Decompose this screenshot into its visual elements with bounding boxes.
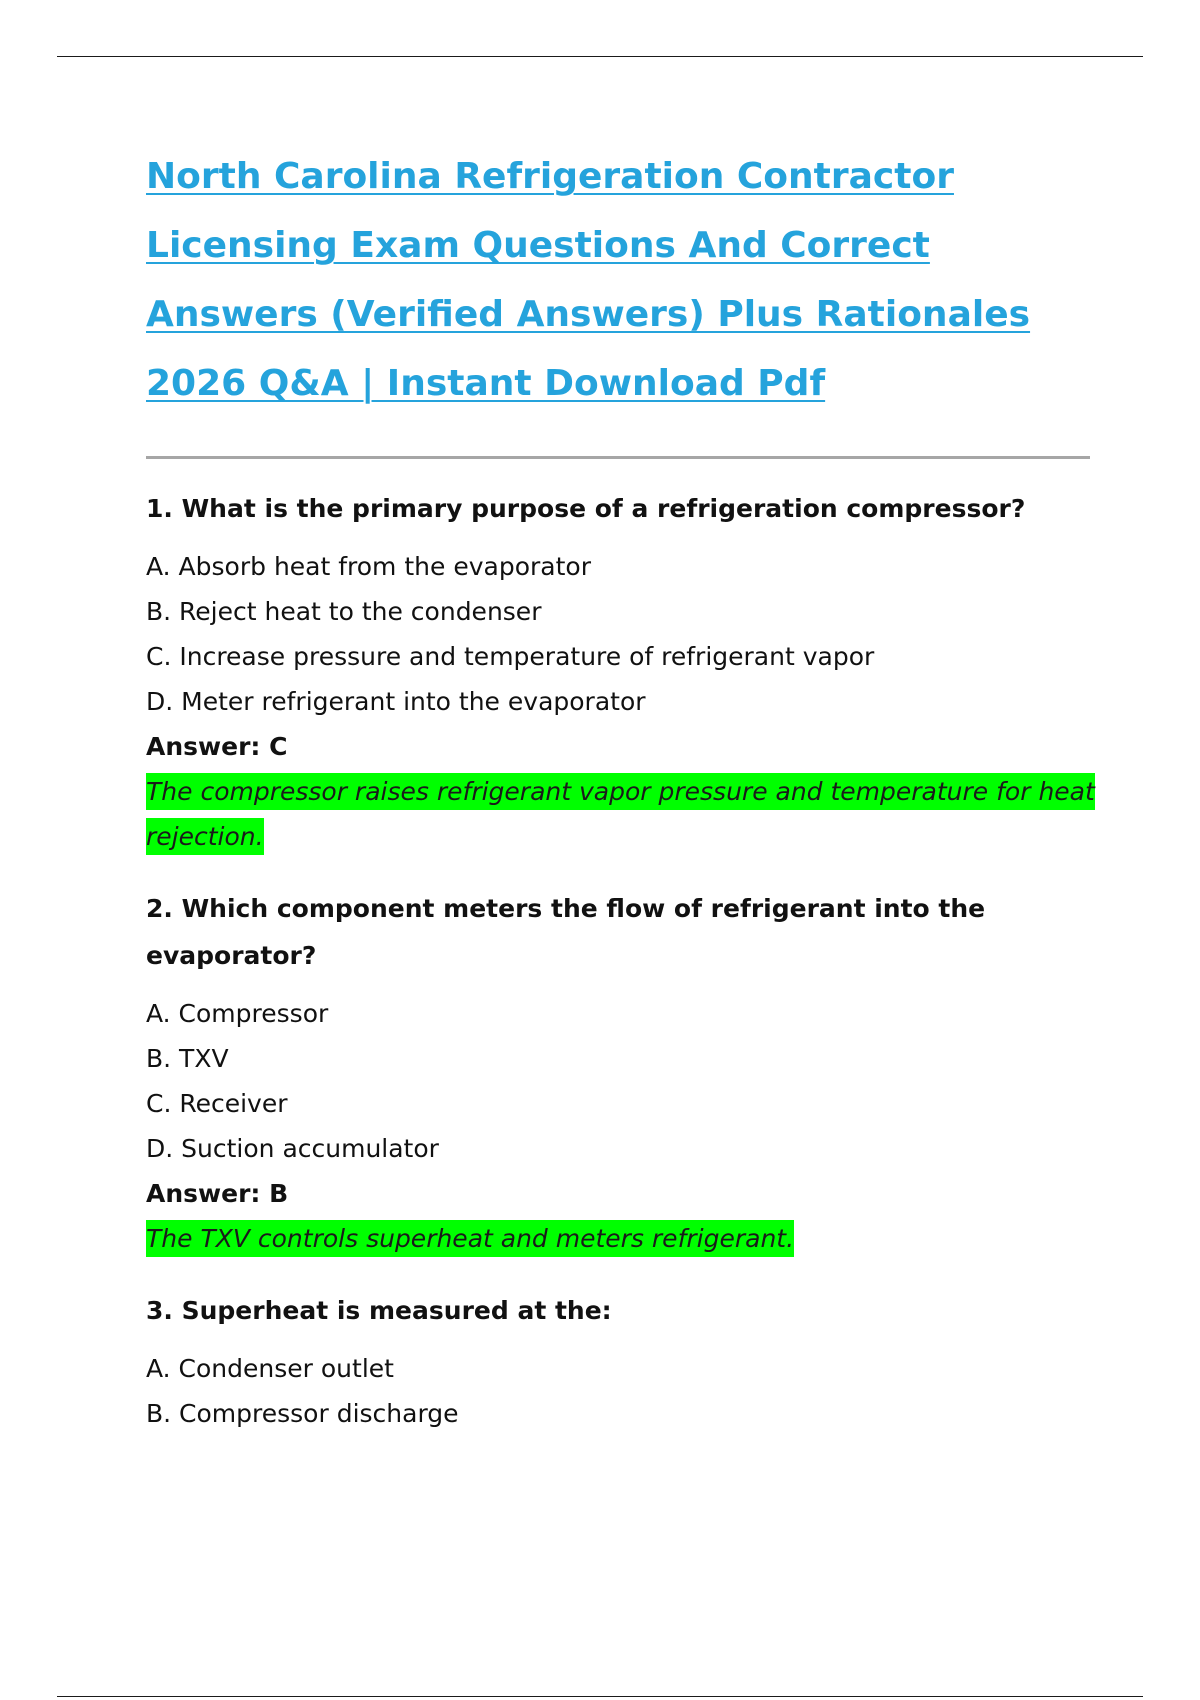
rationale-text: The TXV controls superheat and meters refrigerant. (146, 1220, 794, 1257)
rationale-text: The compressor raises refrigerant vapor pressure and temperature for heat rejection. (146, 773, 1095, 855)
question-text: 2. Which component meters the flow of refrigerant into the evaporator? (146, 894, 986, 970)
option-a: A. Condenser outlet (146, 1354, 394, 1383)
title-line (146, 349, 1096, 418)
footer-rule (57, 1696, 1143, 1697)
option-c: C. Increase pressure and temperature of refrigerant vapor (146, 642, 875, 671)
title-line (146, 142, 1096, 211)
option-c: C. Receiver (146, 1089, 288, 1118)
question-2 (146, 885, 1096, 1261)
question-text: 3. Superheat is measured at the: (146, 1296, 612, 1325)
option-d: D. Meter refrigerant into the evaporator (146, 687, 646, 716)
title-line (146, 211, 1096, 280)
document-body (146, 142, 1096, 1436)
option-a: A. Absorb heat from the evaporator (146, 552, 591, 581)
title-line (146, 280, 1096, 349)
title-link[interactable]: Licensing Exam Questions And Correct (146, 225, 930, 266)
answer-label: Answer: B (146, 1179, 289, 1208)
document-title (146, 142, 1096, 418)
option-b: B. TXV (146, 1044, 229, 1073)
answer-label: Answer: C (146, 732, 288, 761)
title-link[interactable]: North Carolina Refrigeration Contractor (146, 156, 954, 197)
option-d: D. Suction accumulator (146, 1134, 439, 1163)
title-link[interactable]: 2026 Q&A | Instant Download Pdf (146, 363, 826, 404)
header-rule (57, 56, 1143, 57)
rationale-highlight (146, 769, 1096, 859)
title-divider (146, 456, 1090, 459)
option-b: B. Reject heat to the condenser (146, 597, 542, 626)
title-link[interactable]: Answers (Verified Answers) Plus Rationales (146, 294, 1031, 335)
option-a: A. Compressor (146, 999, 329, 1028)
rationale-highlight (146, 1216, 1096, 1261)
question-1 (146, 485, 1096, 859)
question-3 (146, 1287, 1096, 1436)
option-b: B. Compressor discharge (146, 1399, 459, 1428)
question-text: 1. What is the primary purpose of a refrigeration compressor? (146, 494, 1026, 523)
